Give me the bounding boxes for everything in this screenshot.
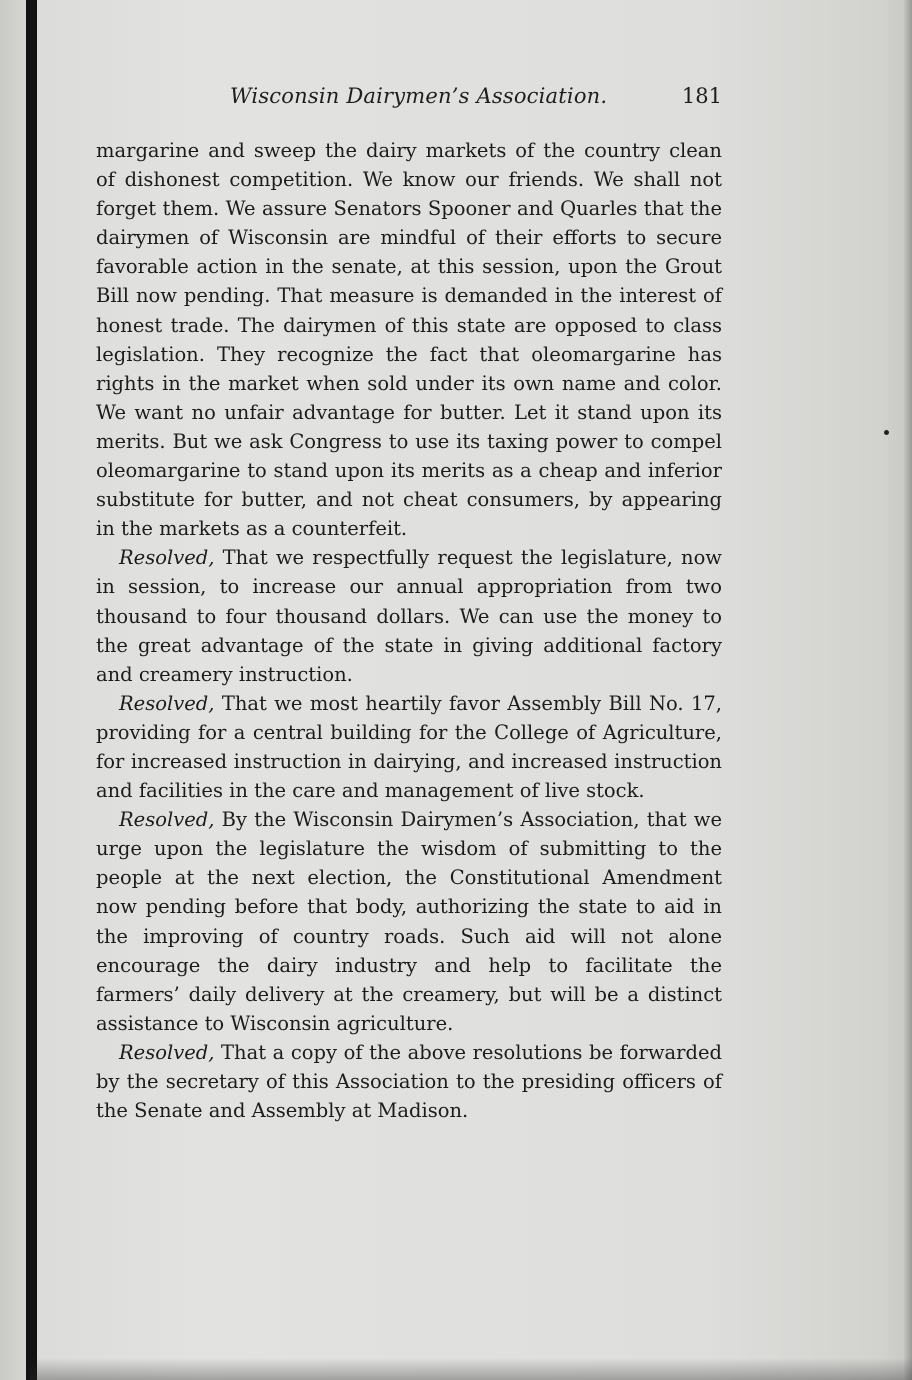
resolution-paragraph (96, 1038, 722, 1125)
resolution-paragraph (96, 689, 722, 805)
resolved-label: Resolved, (119, 1040, 215, 1064)
paragraph-continuation (96, 136, 722, 543)
page-right-edge (904, 0, 912, 1380)
running-title: Wisconsin Dairymen’s Association. (230, 84, 608, 108)
paragraph-text: By the Wisconsin Dairymen’s Association, that we urge upon the legislature the wisdom of submitting to the people at the next election, the Constitutional Amendment now pending before that body, authorizing the state to aid in the improving of country roads. Such aid will not alone encourage the dairy industry and help to facilitate the farmers’ daily delivery at the creamery, but will be a distinct assistance to Wisconsin agriculture. (96, 808, 722, 1035)
resolved-label: Resolved, (119, 691, 215, 715)
paragraph-text: That we most heartily favor Assembly Bill No. 17, providing for a central building for the College of Agriculture, for increased instruction in dairying, and increased instruction and facilities in the care and management of live stock. (96, 691, 722, 803)
book-binding-edge (26, 0, 37, 1380)
resolved-label: Resolved, (119, 546, 215, 570)
paragraph-text: That a copy of the above resolutions be forwarded by the secretary of this Association to the presiding officers of the Senate and Assembly at Madison. (96, 1040, 722, 1123)
resolved-label: Resolved, (119, 808, 215, 832)
page-bottom-shadow (30, 1358, 912, 1380)
page-number: 181 (681, 84, 722, 108)
paragraph-text: margarine and sweep the dairy markets of the country clean of dishonest competition. We know our friends. We shall not forget them. We assure Senators Spooner and Quarles that the dairymen of Wisconsin are mindful of their efforts to secure favorable action in the senate, at this session, upon the Grout Bill now pending. That measure is demanded in the interest of honest trade. The dairymen of this state are opposed to class legislation. They recognize the fact that oleomargarine has rights in the market when sold under its own name and color. We want no unfair advantage for butter. Let it stand upon its merits. But we ask Congress to use its taxing power to compel oleomargarine to stand upon its merits as a cheap and inferior substitute for butter, and not cheat consumers, by appearing in the markets as a counterfeit. (96, 139, 722, 541)
running-header (96, 84, 722, 114)
page-body (96, 136, 722, 1125)
margin-dot (884, 430, 889, 435)
resolution-paragraph (96, 543, 722, 688)
paragraph-text: That we respectfully request the legislature, now in session, to increase our annual appropriation from two thousand to four thousand dollars. We can use the money to the great advantage of the state in giving additional factory and creamery instruction. (96, 546, 722, 686)
resolution-paragraph (96, 805, 722, 1038)
